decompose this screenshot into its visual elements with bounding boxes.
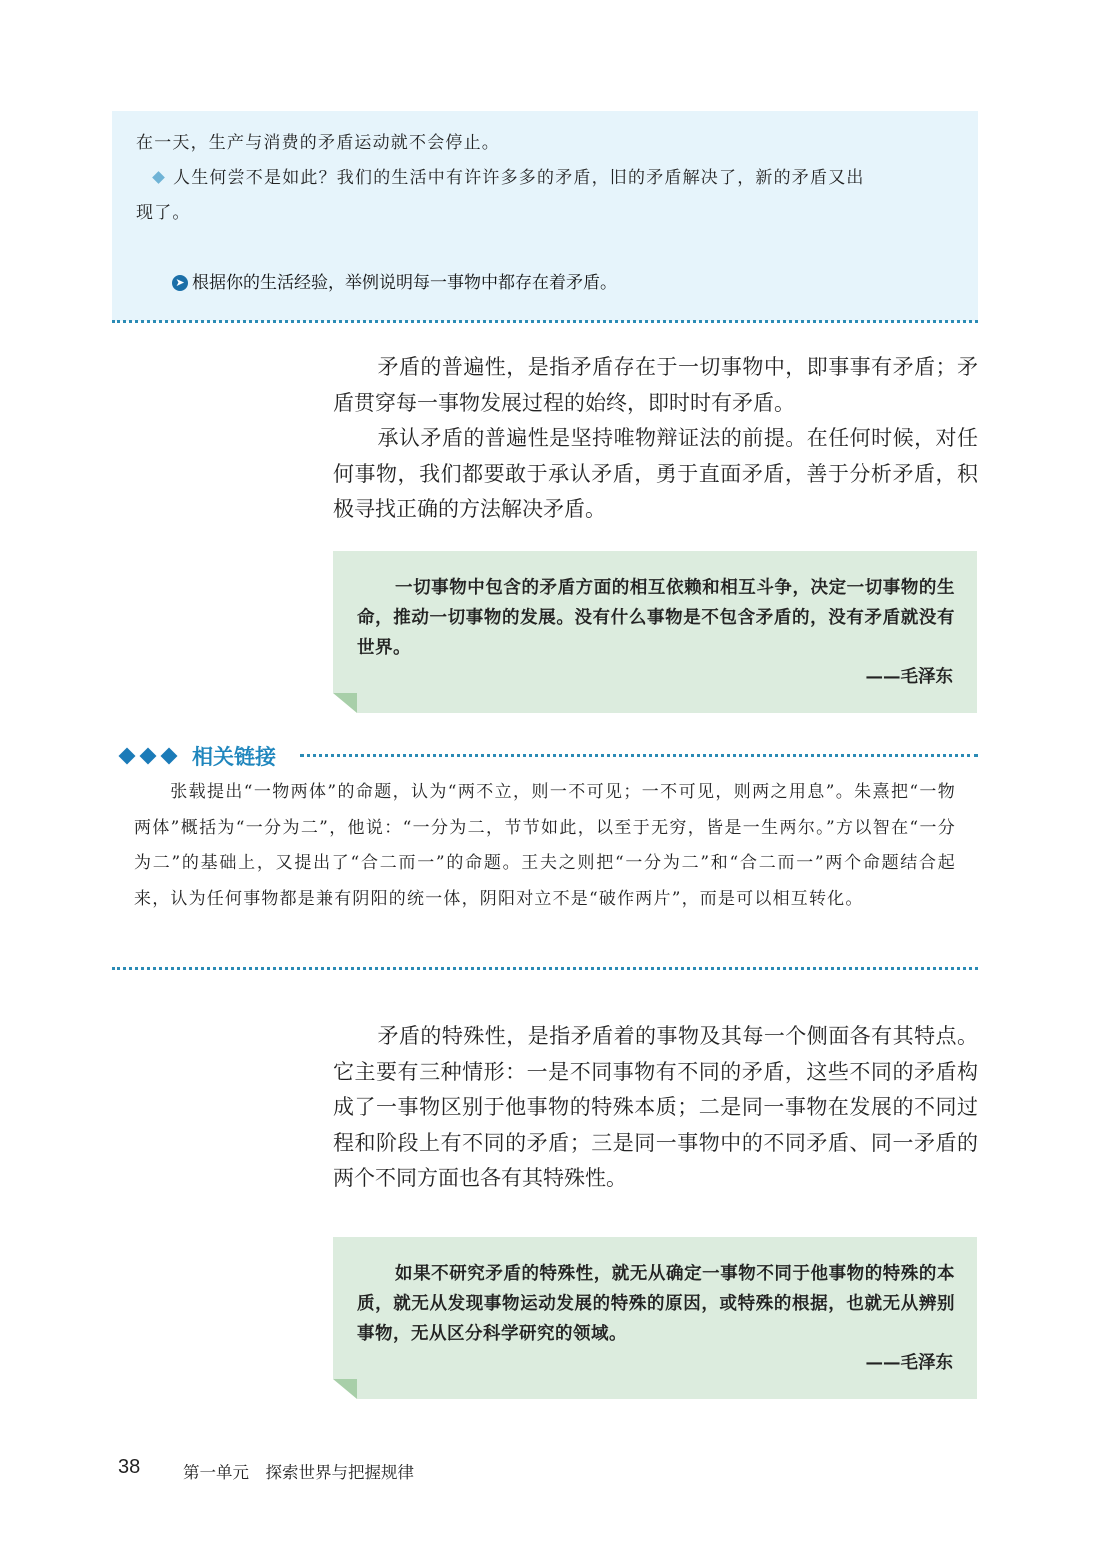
discussion-line: 在一天，生产与消费的矛盾运动就不会停止。 [136,133,500,153]
diamond-bullet-icon [152,171,165,184]
corner-fold [333,1379,357,1399]
quote-box [333,551,977,713]
diamond-icon [140,748,157,765]
body-paragraph: 矛盾的特殊性，是指矛盾着的事物及其每一个侧面各有其特点。它主要有三种情形：一是不同事物有不同的矛盾，这些不同的矛盾构成了一事物区别于他事物的特殊本质；二是同一事物在发展的不同过程和阶段上有不同的矛盾；三是同一事物中的不同矛盾、同一矛盾的两个不同方面也各有其特殊性。 [333,1024,978,1190]
quote-text: 一切事物中包含的矛盾方面的相互依赖和相互斗争，决定一切事物的生命，推动一切事物的发展。没有什么事物是不包含矛盾的，没有矛盾就没有世界。 [357,578,955,658]
quote-text: 如果不研究矛盾的特殊性，就无从确定一事物不同于他事物的特殊的本质，就无从发现事物运动发展的特殊的原因，或特殊的根据，也就无从辨别事物，无从区分科学研究的领域。 [357,1264,955,1344]
discussion-line: 现了。 [136,203,191,223]
discussion-question: ➤ 根据你的生活经验，举例说明每一事物中都存在着矛盾。 [172,268,617,293]
arrow-right-icon: ➤ [172,275,188,291]
quote-box [333,1237,977,1399]
discussion-box [112,111,978,321]
related-link-text: 张载提出“一物两体”的命题，认为“两不立，则一不可见；一不可见，则两之用息”。朱熹把“一物两体”概括为“一分为二”，他说：“一分为二，节节如此，以至于无穷，皆是一生两尔。”方以智在“一分为二”的基础上，又提出了“合二而一”的命题。王夫之则把“一分为二”和“合二而一”两个命题结合起来，认为任何事物都是兼有阴阳的统一体，阴阳对立不是“破作两片”，而是可以相互转化。 [134,782,956,909]
diamond-icon [161,748,178,765]
dotted-divider [112,967,978,970]
quote-author: ——毛泽东 [865,667,953,687]
dotted-divider [300,754,978,757]
dotted-divider [112,320,978,323]
chapter-title: 第一单元 探索世界与把握规律 [183,1463,414,1482]
diamond-icon [119,748,136,765]
page-number: 38 [118,1456,141,1478]
related-link-header [121,742,276,770]
body-paragraph: 矛盾的普遍性，是指矛盾存在于一切事物中，即事事有矛盾；矛盾贯穿每一事物发展过程的始终，即时时有矛盾。 承认矛盾的普遍性是坚持唯物辩证法的前提。在任何时候，对任何事物，我们都要敢于承认矛盾，勇于直面矛盾，善于分析矛盾，积极寻找正确的方法解决矛盾。 [333,355,978,521]
quote-author: ——毛泽东 [865,1353,953,1373]
related-link-title: 相关链接 [192,745,276,769]
discussion-line: 人生何尝不是如此？我们的生活中有许许多多的矛盾，旧的矛盾解决了，新的矛盾又出 [136,161,954,196]
corner-fold [333,693,357,713]
